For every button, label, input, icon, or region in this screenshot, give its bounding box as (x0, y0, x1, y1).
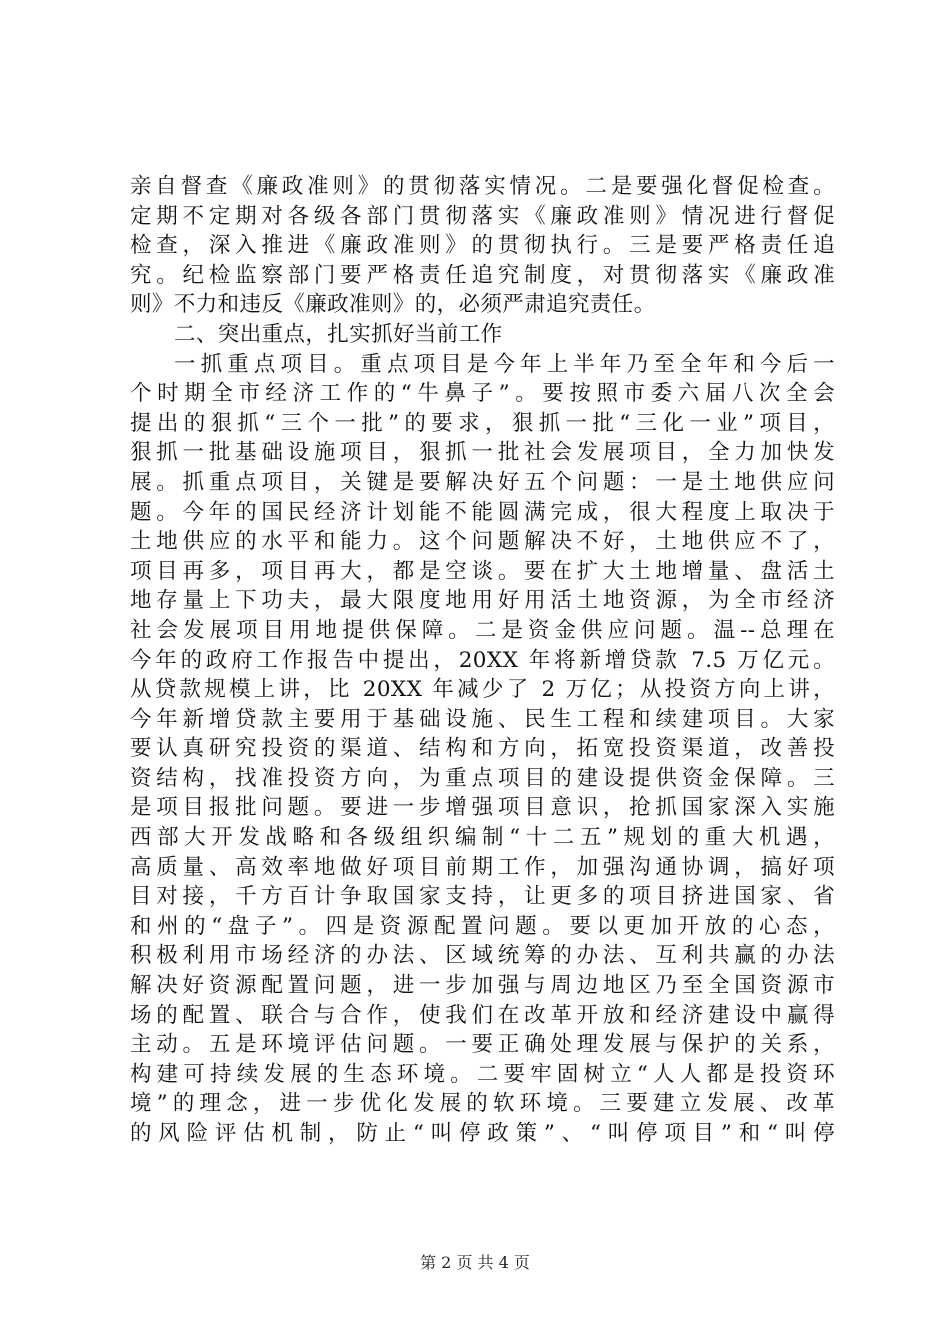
text-line: 个时期全市经济工作的“牛鼻子”。要按照市委六届八次全会 (130, 381, 835, 407)
text-line: 究。纪检监察部门要严格责任追究制度，对贯彻落实《廉政准 (130, 262, 835, 288)
text-line: 今年的政府工作报告中提出，20XX 年将新增贷款 7.5 万亿元。 (130, 647, 835, 673)
text-line: 要认真研究投资的渠道、结构和方向，拓宽投资渠道，改善投 (130, 736, 835, 762)
text-line: 则》不力和违反《廉政准则》的，必须严肃追究责任。 (130, 292, 656, 318)
text-line: 展。抓重点项目，关键是要解决好五个问题：一是土地供应问 (130, 469, 835, 495)
text-line: 题。今年的国民经济计划能不能圆满完成，很大程度上取决于 (130, 499, 835, 525)
text-line: 检查，深入推进《廉政准则》的贯彻执行。三是要严格责任追 (130, 233, 835, 259)
text-line: 项目再多，项目再大，都是空谈。要在扩大土地增量、盘活土 (130, 558, 835, 584)
text-line: 狠抓一批基础设施项目，狠抓一批社会发展项目，全力加快发 (130, 440, 835, 466)
text-line: 目对接，千方百计争取国家支持，让更多的项目挤进国家、省 (130, 884, 835, 910)
text-line: 的风险评估机制，防止“叫停政策”、“叫停项目”和“叫停 (130, 1121, 835, 1146)
text-line: 西部大开发战略和各级组织编制“十二五”规划的重大机遇， (130, 825, 835, 851)
text-line: 社会发展项目用地提供保障。二是资金供应问题。温--总理在 (130, 617, 835, 643)
text-line: 资结构，找准投资方向，为重点项目的建设提供资金保障。三 (130, 765, 835, 791)
text-line: 高质量、高效率地做好项目前期工作，加强沟通协调，搞好项 (130, 854, 835, 880)
text-line: 场的配置、联合与合作，使我们在改革开放和经济建设中赢得 (130, 1002, 835, 1028)
text-line: 一抓重点项目。重点项目是今年上半年乃至全年和今后一 (174, 351, 835, 377)
text-line: 积极利用市场经济的办法、区域统筹的办法、互利共赢的办法 (130, 943, 835, 969)
text-line: 和州的“盘子”。四是资源配置问题。要以更加开放的心态， (130, 913, 835, 939)
text-line: 定期不定期对各级各部门贯彻落实《廉政准则》情况进行督促 (130, 203, 835, 229)
text-line: 亲自督查《廉政准则》的贯彻落实情况。二是要强化督促检查。 (130, 174, 835, 199)
text-line: 今年新增贷款主要用于基础设施、民生工程和续建项目。大家 (130, 706, 835, 732)
text-line: 地存量上下功夫，最大限度地用好用活土地资源，为全市经济 (130, 588, 835, 614)
page-footer: 第 2 页 共 4 页 (420, 1253, 530, 1272)
text-line: 从贷款规模上讲，比 20XX 年减少了 2 万亿；从投资方向上讲， (130, 677, 835, 703)
text-line: 境”的理念，进一步优化发展的软环境。三要建立发展、改革 (130, 1091, 835, 1117)
body-text (130, 172, 835, 1149)
text-line: 土地供应的水平和能力。这个问题解决不好，土地供应不了， (130, 529, 835, 555)
text-line: 提出的狠抓“三个一批”的要求，狠抓一批“三化一业”项目， (130, 410, 835, 436)
text-line: 主动。五是环境评估问题。一要正确处理发展与保护的关系， (130, 1032, 835, 1058)
text-line: 解决好资源配置问题，进一步加强与周边地区乃至全国资源市 (130, 973, 835, 999)
text-line: 是项目报批问题。要进一步增强项目意识，抢抓国家深入实施 (130, 795, 835, 821)
section-heading: 二、突出重点，扎实抓好当前工作 (174, 321, 503, 347)
text-line: 构建可持续发展的生态环境。二要牢固树立“人人都是投资环 (130, 1061, 835, 1087)
